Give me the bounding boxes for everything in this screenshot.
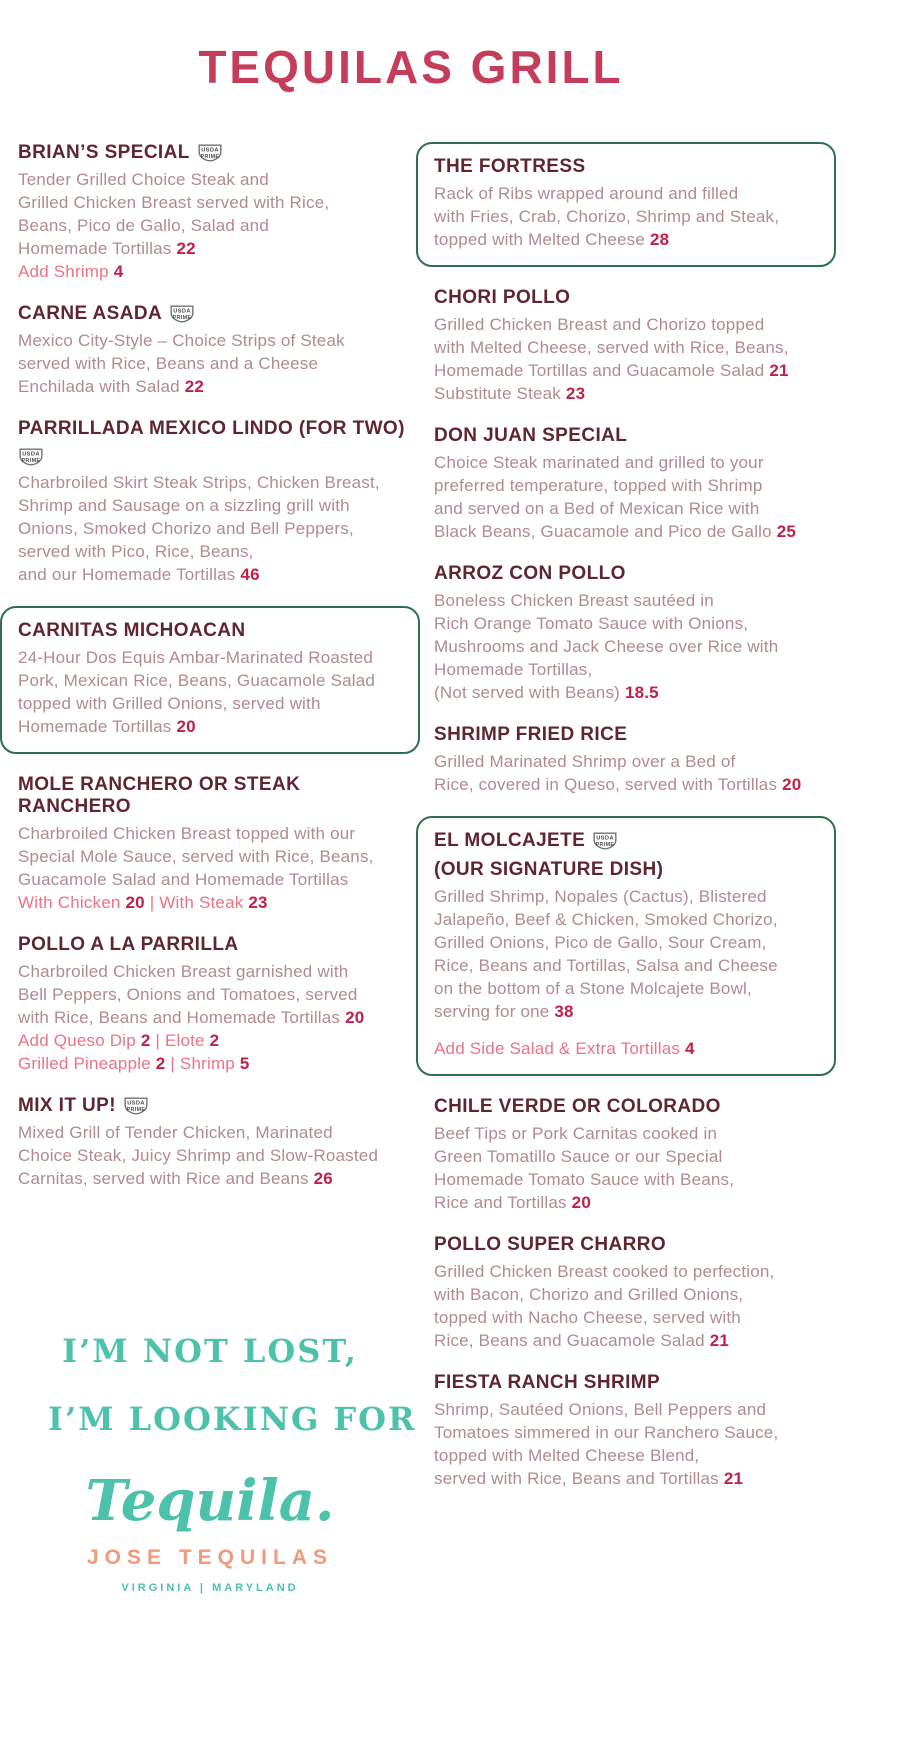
- item-description: Grilled Shrimp, Nopales (Cactus), Blistered Jalapeño, Beef & Chicken, Smoked Chorizo, Grilled Onions, Pico de Gallo, Sour Cream, Rice, Beans and Tortillas, Salsa and Cheese on the bottom of a Stone Molcajete Bowl, serving for one 38: [434, 887, 778, 1021]
- usda-prime-badge: [169, 304, 195, 324]
- price: 38: [554, 1002, 574, 1021]
- price: 4: [113, 262, 124, 281]
- item-name-text: POLLO SUPER CHARRO: [434, 1234, 667, 1255]
- item-name: [434, 724, 830, 746]
- svg-text:PRIME: PRIME: [172, 315, 192, 322]
- item-name-text: POLLO A LA PARRILLA: [18, 934, 239, 955]
- item-name-text: DON JUAN SPECIAL: [434, 425, 628, 446]
- item-description: Grilled Chicken Breast cooked to perfection, with Bacon, Chorizo and Grilled Onions, topped with Nacho Cheese, served with Rice, Beans and Guacamole Salad 21: [434, 1262, 775, 1350]
- svg-text:USDA: USDA: [22, 451, 40, 458]
- menu-columns: [18, 142, 830, 1510]
- price: 26: [313, 1169, 333, 1188]
- menu-item: [18, 774, 414, 914]
- item-description: Mixed Grill of Tender Chicken, Marinated Choice Steak, Juicy Shrimp and Slow-Roasted Carnitas, served with Rice and Beans 26: [18, 1123, 379, 1188]
- item-name-text: SHRIMP FRIED RICE: [434, 724, 628, 745]
- menu-item: [18, 934, 414, 1075]
- item-addon: Add Queso Dip 2 | Elote 2: [18, 1031, 220, 1050]
- menu-item: [434, 425, 830, 543]
- item-name-text: FIESTA RANCH SHRIMP: [434, 1372, 661, 1393]
- item-name: [18, 303, 414, 325]
- price: 46: [240, 565, 260, 584]
- svg-text:PRIME: PRIME: [21, 458, 41, 465]
- menu-item: [434, 287, 830, 405]
- menu-item: [434, 1096, 830, 1214]
- item-name: [434, 1234, 830, 1256]
- usda-prime-badge: [592, 831, 618, 851]
- item-name: [434, 425, 830, 447]
- price: 5: [239, 1054, 250, 1073]
- price: 2: [209, 1031, 220, 1050]
- menu-item: [434, 1234, 830, 1352]
- item-description: Boneless Chicken Breast sautéed in Rich Orange Tomato Sauce with Onions, Mushrooms and Jack Cheese over Rice with Homemade Tortillas, (Not served with Beans) 18.5: [434, 591, 779, 702]
- item-name-text: EL MOLCAJETE: [434, 830, 586, 851]
- item-description: Tender Grilled Choice Steak and Grilled Chicken Breast served with Rice, Beans, Pico de Gallo, Salad and Homemade Tortillas 22: [18, 170, 330, 258]
- menu-item: [434, 563, 830, 704]
- item-name-text: MIX IT UP!: [18, 1095, 116, 1116]
- item-name-suffix: (OUR SIGNATURE DISH): [434, 859, 664, 880]
- menu-item: [18, 142, 414, 283]
- item-description: Charbroiled Skirt Steak Strips, Chicken Breast, Shrimp and Sausage on a sizzling grill with Onions, Smoked Chorizo and Bell Peppers, served with Pico, Rice, Beans, and our Homemade Tortillas 46: [18, 473, 380, 584]
- item-description: Charbroiled Chicken Breast topped with our Special Mole Sauce, served with Rice, Beans, Guacamole Salad and Homemade Tortillas: [18, 824, 374, 889]
- usda-prime-badge: [123, 1096, 149, 1116]
- item-name: [434, 1372, 830, 1394]
- menu-column-right: [434, 142, 830, 1510]
- item-name-text: CARNITAS MICHOACAN: [18, 620, 246, 641]
- price: 21: [723, 1469, 744, 1488]
- price: 20: [176, 717, 196, 736]
- menu-item: [416, 816, 836, 1076]
- price: 25: [776, 522, 797, 541]
- menu-column-left: [18, 142, 417, 1510]
- item-name: [434, 156, 820, 178]
- svg-text:USDA: USDA: [200, 147, 219, 154]
- price: 2: [155, 1054, 166, 1073]
- price: 2: [140, 1031, 151, 1050]
- item-description: Grilled Marinated Shrimp over a Bed of Rice, covered in Queso, served with Tortillas 20: [434, 752, 802, 794]
- item-description: Mexico City-Style – Choice Strips of Steak served with Rice, Beans and a Cheese Enchilada with Salad 22: [18, 331, 345, 396]
- item-description: 24-Hour Dos Equis Ambar-Marinated Roasted Pork, Mexican Rice, Beans, Guacamole Salad topped with Grilled Onions, served with Homemade Tortillas 20: [18, 648, 376, 736]
- item-name: [18, 934, 414, 956]
- menu-item: [434, 1372, 830, 1490]
- item-name-text: MOLE RANCHERO OR STEAK RANCHERO: [18, 774, 301, 817]
- item-name-text: ARROZ CON POLLO: [434, 563, 626, 584]
- price: 18.5: [624, 683, 659, 702]
- price: 20: [125, 893, 145, 912]
- svg-text:USDA: USDA: [127, 1100, 145, 1107]
- item-name-text: BRIAN’S SPECIAL: [18, 142, 190, 163]
- item-name-text: THE FORTRESS: [434, 156, 586, 177]
- tagline-line1: I’M NOT LOST,: [62, 1332, 358, 1370]
- menu-item: [18, 1095, 414, 1190]
- svg-text:PRIME: PRIME: [200, 154, 220, 161]
- tagline-line2: I’M LOOKING FOR: [48, 1400, 417, 1438]
- item-description: Shrimp, Sautéed Onions, Bell Peppers and Tomatoes simmered in our Ranchero Sauce, topped with Melted Cheese Blend, served with Rice, Beans and Tortillas 21: [434, 1400, 779, 1488]
- price: 20: [782, 775, 802, 794]
- brand-name: JOSE TEQUILAS: [86, 1546, 334, 1569]
- item-description: Rack of Ribs wrapped around and filled with Fries, Crab, Chorizo, Shrimp and Steak, topped with Melted Cheese 28: [434, 184, 780, 249]
- price: 23: [248, 893, 268, 912]
- item-name: [18, 774, 414, 818]
- price: 23: [565, 384, 586, 403]
- tequila-script-text: Tequila.: [85, 1468, 335, 1534]
- item-description: Choice Steak marinated and grilled to your preferred temperature, topped with Shrimp and served on a Bed of Mexican Rice with Black Beans, Guacamole and Pico de Gallo 25: [434, 453, 797, 541]
- usda-prime-badge: [18, 447, 44, 467]
- item-name-text: CARNE ASADA: [18, 303, 163, 324]
- usda-prime-badge: [197, 143, 223, 163]
- item-name: [18, 142, 414, 164]
- item-name: [434, 830, 820, 881]
- svg-text:PRIME: PRIME: [126, 1107, 146, 1114]
- svg-text:PRIME: PRIME: [595, 842, 615, 849]
- menu-item: [416, 142, 836, 267]
- price: 4: [685, 1039, 695, 1058]
- item-addon: Add Side Salad & Extra Tortillas 4: [434, 1039, 695, 1058]
- menu-item: [434, 724, 830, 796]
- item-addon: Grilled Pineapple 2 | Shrimp 5: [18, 1054, 250, 1073]
- item-addon: Add Shrimp 4: [18, 262, 124, 281]
- item-description: Beef Tips or Pork Carnitas cooked in Green Tomatillo Sauce or our Special Homemade Tomato Sauce with Beans, Rice and Tortillas 20: [434, 1124, 735, 1212]
- item-name: [434, 1096, 830, 1118]
- item-name: [434, 287, 830, 309]
- price: 21: [709, 1331, 730, 1350]
- menu-item: [18, 303, 414, 398]
- item-name-text: CHILE VERDE OR COLORADO: [434, 1096, 721, 1117]
- menu-item: [18, 418, 414, 586]
- item-description: Grilled Chicken Breast and Chorizo topped with Melted Cheese, served with Rice, Beans, Homemade Tortillas and Guacamole Salad 21 Substitute Steak 23: [434, 315, 789, 403]
- item-name: [434, 563, 830, 585]
- price: 22: [184, 377, 205, 396]
- price: 28: [649, 230, 670, 249]
- svg-text:USDA: USDA: [596, 835, 614, 842]
- item-name: [18, 620, 404, 642]
- price: 20: [571, 1193, 591, 1212]
- menu-item: [0, 606, 420, 754]
- brand-locations: VIRGINIA | MARYLAND: [121, 1582, 299, 1594]
- price: 21: [769, 361, 789, 380]
- item-name: [18, 418, 414, 467]
- item-name-text: CHORI POLLO: [434, 287, 571, 308]
- price: 20: [345, 1008, 365, 1027]
- price: 22: [176, 239, 196, 258]
- item-name-text: PARRILLADA MEXICO LINDO (FOR TWO): [18, 418, 405, 439]
- item-addon: With Chicken 20 | With Steak 23: [18, 893, 268, 912]
- brand-footer: [48, 1332, 417, 1594]
- svg-text:USDA: USDA: [173, 308, 191, 315]
- restaurant-title: TEQUILAS GRILL: [198, 41, 624, 93]
- item-name: [18, 1095, 414, 1117]
- item-description: Charbroiled Chicken Breast garnished with Bell Peppers, Onions and Tomatoes, served with Rice, Beans and Homemade Tortillas 20: [18, 962, 365, 1027]
